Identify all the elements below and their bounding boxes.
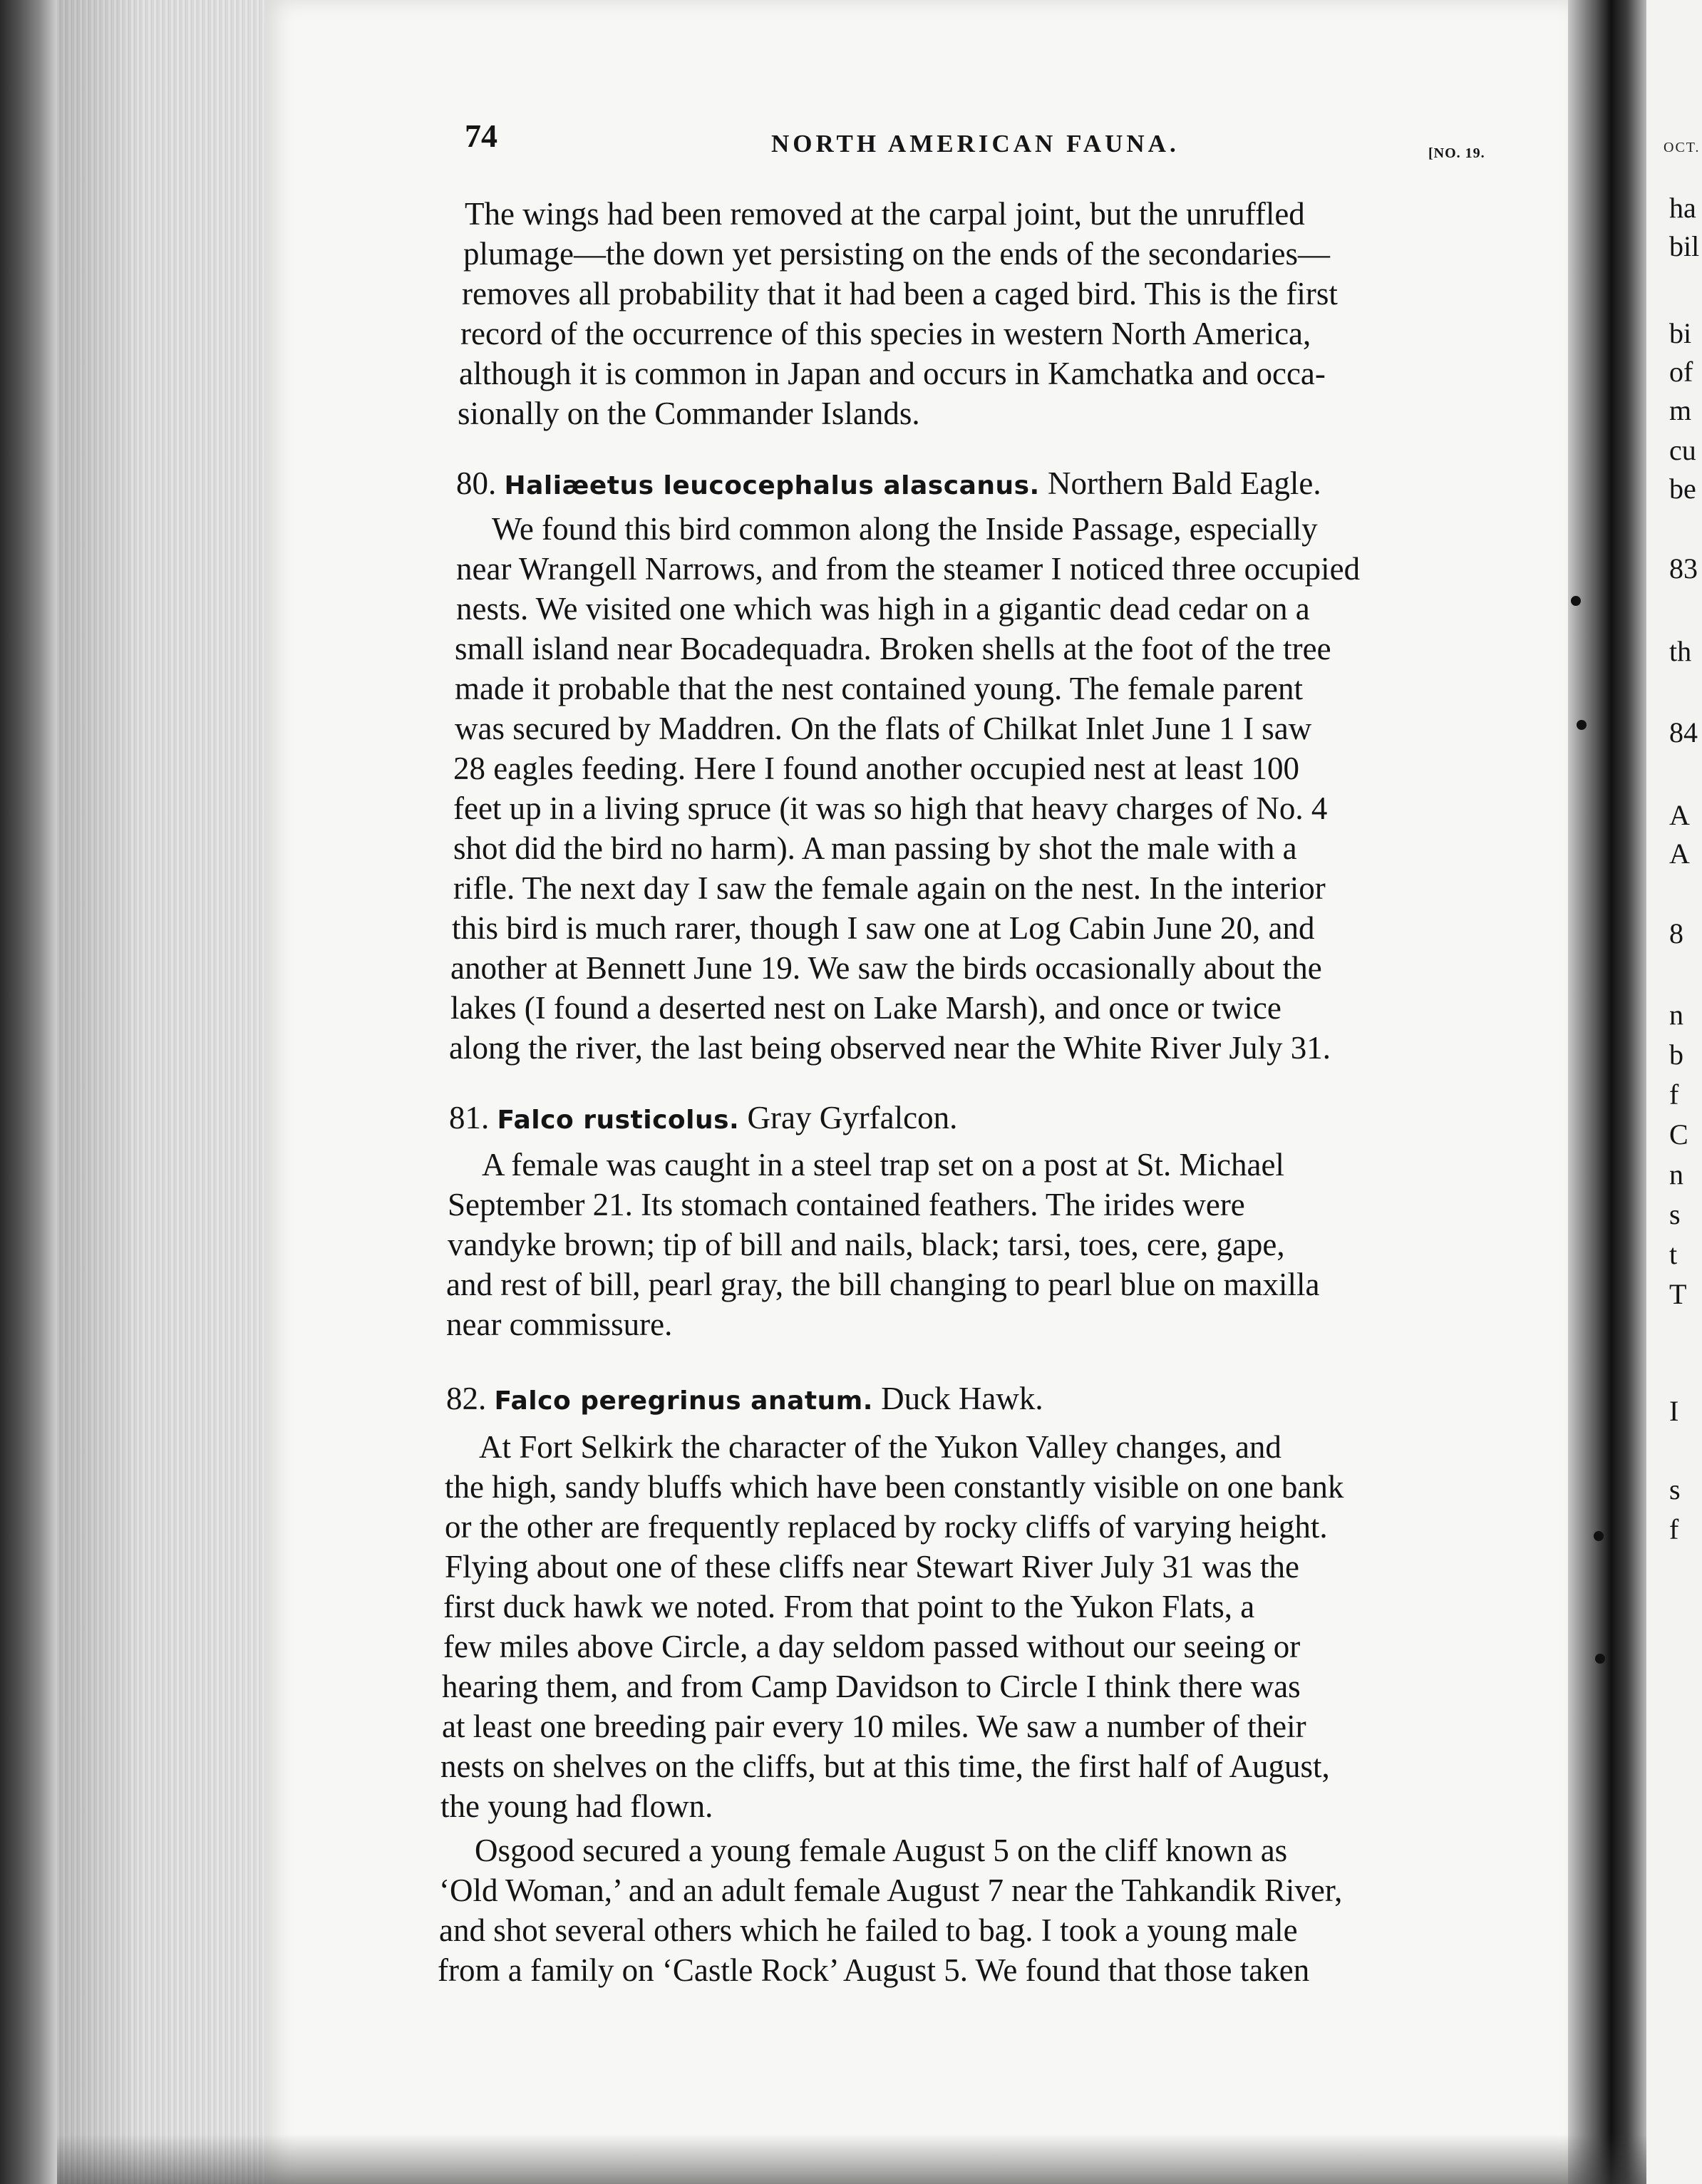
text-line: this bird is much rarer, though I saw one at Log Cabin June 20, and (452, 910, 1315, 946)
text-line: nests. We visited one which was high in a gigantic dead cedar on a (456, 591, 1310, 627)
text-line: We found this bird common along the Inside Passage, especially (492, 511, 1318, 547)
page-stack-edge (57, 0, 271, 2184)
facing-fragment: be (1669, 473, 1696, 505)
scientific-name: Falco peregrinus anatum. (494, 1386, 873, 1416)
facing-fragment: bil (1669, 230, 1700, 262)
text-line: removes all probability that it had been a caged bird. This is the first (462, 276, 1338, 311)
page-number: 74 (465, 118, 497, 154)
text-line: the high, sandy bluffs which have been constantly visible on one bank (445, 1469, 1344, 1505)
facing-fragment: 8 (1669, 917, 1683, 949)
facing-fragment: 84 (1669, 716, 1698, 748)
facing-fragment: s (1669, 1198, 1681, 1230)
text-line: 28 eagles feeding. Here I found another occupied nest at least 100 (453, 751, 1300, 786)
text-line: Flying about one of these cliffs near Stewart River July 31 was the (445, 1549, 1299, 1585)
book-binding-edge (0, 0, 57, 2184)
running-title: NORTH AMERICAN FAUNA. (771, 130, 1180, 158)
text-line: from a family on ‘Castle Rock’ August 5. We found that those taken (438, 1952, 1310, 1988)
facing-fragment: ha (1669, 192, 1696, 224)
common-name: Northern Bald Eagle. (1047, 465, 1321, 501)
facing-fragment: I (1669, 1395, 1679, 1427)
text-line: small island near Bocadequadra. Broken shells at the foot of the tree (455, 631, 1331, 666)
text-line: another at Bennett June 19. We saw the birds occasionally about the (450, 950, 1322, 986)
facing-fragment: A (1669, 838, 1690, 870)
margin-mark (1571, 596, 1581, 606)
text-line: near Wrangell Narrows, and from the steamer I noticed three occupied (456, 551, 1361, 587)
facing-fragment: 83 (1669, 552, 1698, 584)
text-line: The wings had been removed at the carpal joint, but the unruffled (465, 196, 1305, 232)
text-line: A female was caught in a steel trap set on a post at St. Michael (482, 1147, 1284, 1183)
facing-fragment: b (1669, 1039, 1683, 1071)
text-line: although it is common in Japan and occurs in Kamchatka and occa- (459, 356, 1326, 391)
margin-mark (1595, 1654, 1605, 1664)
facing-page (1646, 0, 1702, 2184)
facing-fragment: f (1669, 1078, 1679, 1111)
facing-fragment: C (1669, 1118, 1688, 1150)
facing-fragment: th (1669, 635, 1692, 667)
text-line: feet up in a living spruce (it was so high that heavy charges of No. 4 (453, 790, 1328, 826)
scientific-name: Falco rusticolus. (497, 1106, 740, 1135)
facing-fragment: A (1669, 799, 1690, 831)
text-line: few miles above Circle, a day seldom passed without our seeing or (443, 1629, 1301, 1664)
species-heading (456, 465, 1321, 501)
text-line: record of the occurrence of this species in western North America, (460, 316, 1311, 351)
text-line: lakes (I found a deserted nest on Lake Marsh), and once or twice (450, 990, 1281, 1026)
text-line: sionally on the Commander Islands. (458, 396, 920, 431)
text-line: vandyke brown; tip of bill and nails, black; tarsi, toes, cere, gape, (448, 1227, 1285, 1262)
text-line: plumage—the down yet persisting on the ends of the secondaries— (463, 236, 1330, 272)
species-number: 80. (456, 465, 497, 501)
text-line: At Fort Selkirk the character of the Yukon Valley changes, and (479, 1429, 1281, 1465)
issue-number (1428, 141, 1485, 163)
text-line: near commissure. (446, 1307, 673, 1342)
text-line: ‘Old Woman,’ and an adult female August 7 near the Tahkandik River, (439, 1873, 1343, 1908)
facing-fragment: T (1669, 1278, 1687, 1310)
text-line: was secured by Maddren. On the flats of Chilkat Inlet June 1 I saw (455, 711, 1312, 746)
facing-fragment: s (1669, 1473, 1681, 1505)
text-line: first duck hawk we noted. From that point to the Yukon Flats, a (443, 1589, 1255, 1624)
facing-fragment: cu (1669, 434, 1696, 466)
facing-fragment: n (1669, 999, 1683, 1031)
text-line: made it probable that the nest contained young. The female parent (455, 671, 1303, 706)
common-name: Gray Gyrfalcon. (747, 1100, 958, 1135)
bottom-shadow (57, 2134, 1702, 2184)
facing-fragment: f (1669, 1513, 1679, 1545)
facing-fragment: of (1669, 356, 1693, 388)
species-heading (449, 1102, 957, 1134)
book-gutter (1568, 0, 1646, 2184)
text-line: and shot several others which he failed to bag. I took a young male (439, 1912, 1298, 1948)
text-line: or the other are frequently replaced by rocky cliffs of varying height. (445, 1509, 1328, 1545)
species-heading (446, 1383, 1043, 1415)
text-line: September 21. Its stomach contained feathers. The irides were (448, 1187, 1245, 1222)
common-name: Duck Hawk. (881, 1381, 1043, 1416)
facing-fragment: n (1669, 1158, 1683, 1190)
species-number: 81. (449, 1100, 490, 1135)
text-line: rifle. The next day I saw the female again on the nest. In the interior (453, 870, 1326, 906)
text-line: the young had flown. (440, 1788, 713, 1824)
text-line: at least one breeding pair every 10 miles. We saw a number of their (442, 1709, 1306, 1744)
margin-mark (1577, 720, 1587, 730)
text-line: hearing them, and from Camp Davidson to Circle I think there was (442, 1669, 1301, 1704)
text-line: and rest of bill, pearl gray, the bill changing to pearl blue on maxilla (446, 1267, 1320, 1302)
text-line: Osgood secured a young female August 5 on the cliff known as (475, 1833, 1288, 1868)
facing-fragment: bi (1669, 317, 1692, 349)
margin-mark (1594, 1531, 1604, 1541)
issue-label: [NO. 19. (1428, 145, 1485, 161)
text-line: shot did the bird no harm). A man passing by shot the male with a (453, 830, 1297, 866)
species-number: 82. (446, 1381, 487, 1416)
facing-fragment: t (1669, 1238, 1678, 1270)
text-line: along the river, the last being observed near the White River July 31. (449, 1030, 1331, 1066)
facing-page-header: OCT. (1664, 140, 1701, 155)
facing-fragment: m (1669, 394, 1692, 426)
scientific-name: Haliæetus leucocephalus alascanus. (504, 471, 1040, 500)
text-line: nests on shelves on the cliffs, but at this time, the first half of August, (440, 1748, 1330, 1784)
